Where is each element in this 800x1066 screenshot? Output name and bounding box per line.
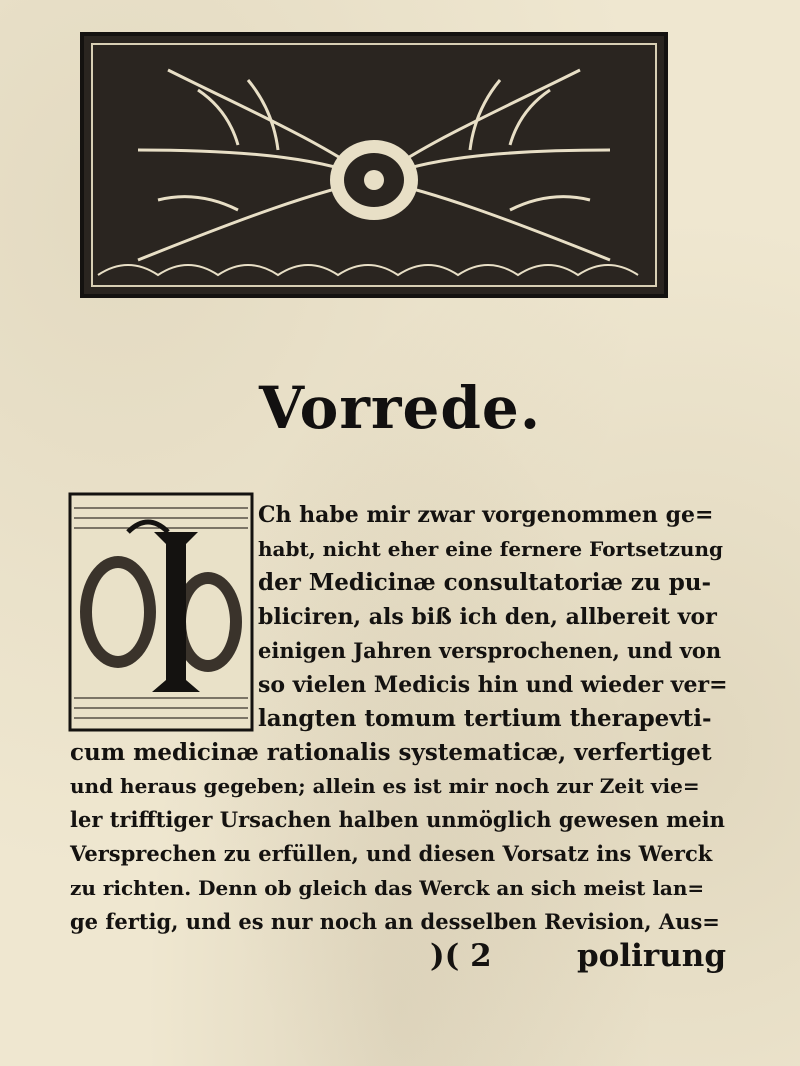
text-line-13: ge fertig, und es nur noch an desselben Revision, Aus= xyxy=(70,909,720,934)
text-line-11: Versprechen zu erfüllen, und diesen Vorsatz ins Werck xyxy=(70,841,713,866)
text-line-6: so vielen Medicis hin und wieder ver= xyxy=(258,672,728,698)
text-line-8: cum medicinæ rationalis systematicæ, verfertiget xyxy=(70,739,712,766)
text-line-1: Ch habe mir zwar vorgenommen ge= xyxy=(258,502,714,528)
decorated-initial-i xyxy=(68,492,254,732)
text-line-5: einigen Jahren versprochenen, und von xyxy=(258,638,722,663)
signature-mark: )( 2 xyxy=(430,938,492,974)
page-title: Vorrede. xyxy=(258,374,542,442)
text-line-2: habt, nicht eher eine fernere Fortsetzung xyxy=(258,537,723,561)
text-line-9: und heraus gegeben; allein es ist mir noch zur Zeit vie= xyxy=(70,774,700,798)
text-line-12: zu richten. Denn ob gleich das Werck an sich meist lan= xyxy=(70,876,705,900)
catchword: polirung xyxy=(577,938,726,974)
text-line-4: bliciren, als biß ich den, allbereit vor xyxy=(258,604,717,630)
text-line-10: ler trifftiger Ursachen halben unmöglich gewesen mein xyxy=(70,807,725,832)
text-line-3: der Medicinæ consultatoriæ zu pu- xyxy=(258,569,712,596)
text-line-7: langten tomum tertium therapevti- xyxy=(258,705,712,732)
headpiece-ornament xyxy=(78,30,670,300)
